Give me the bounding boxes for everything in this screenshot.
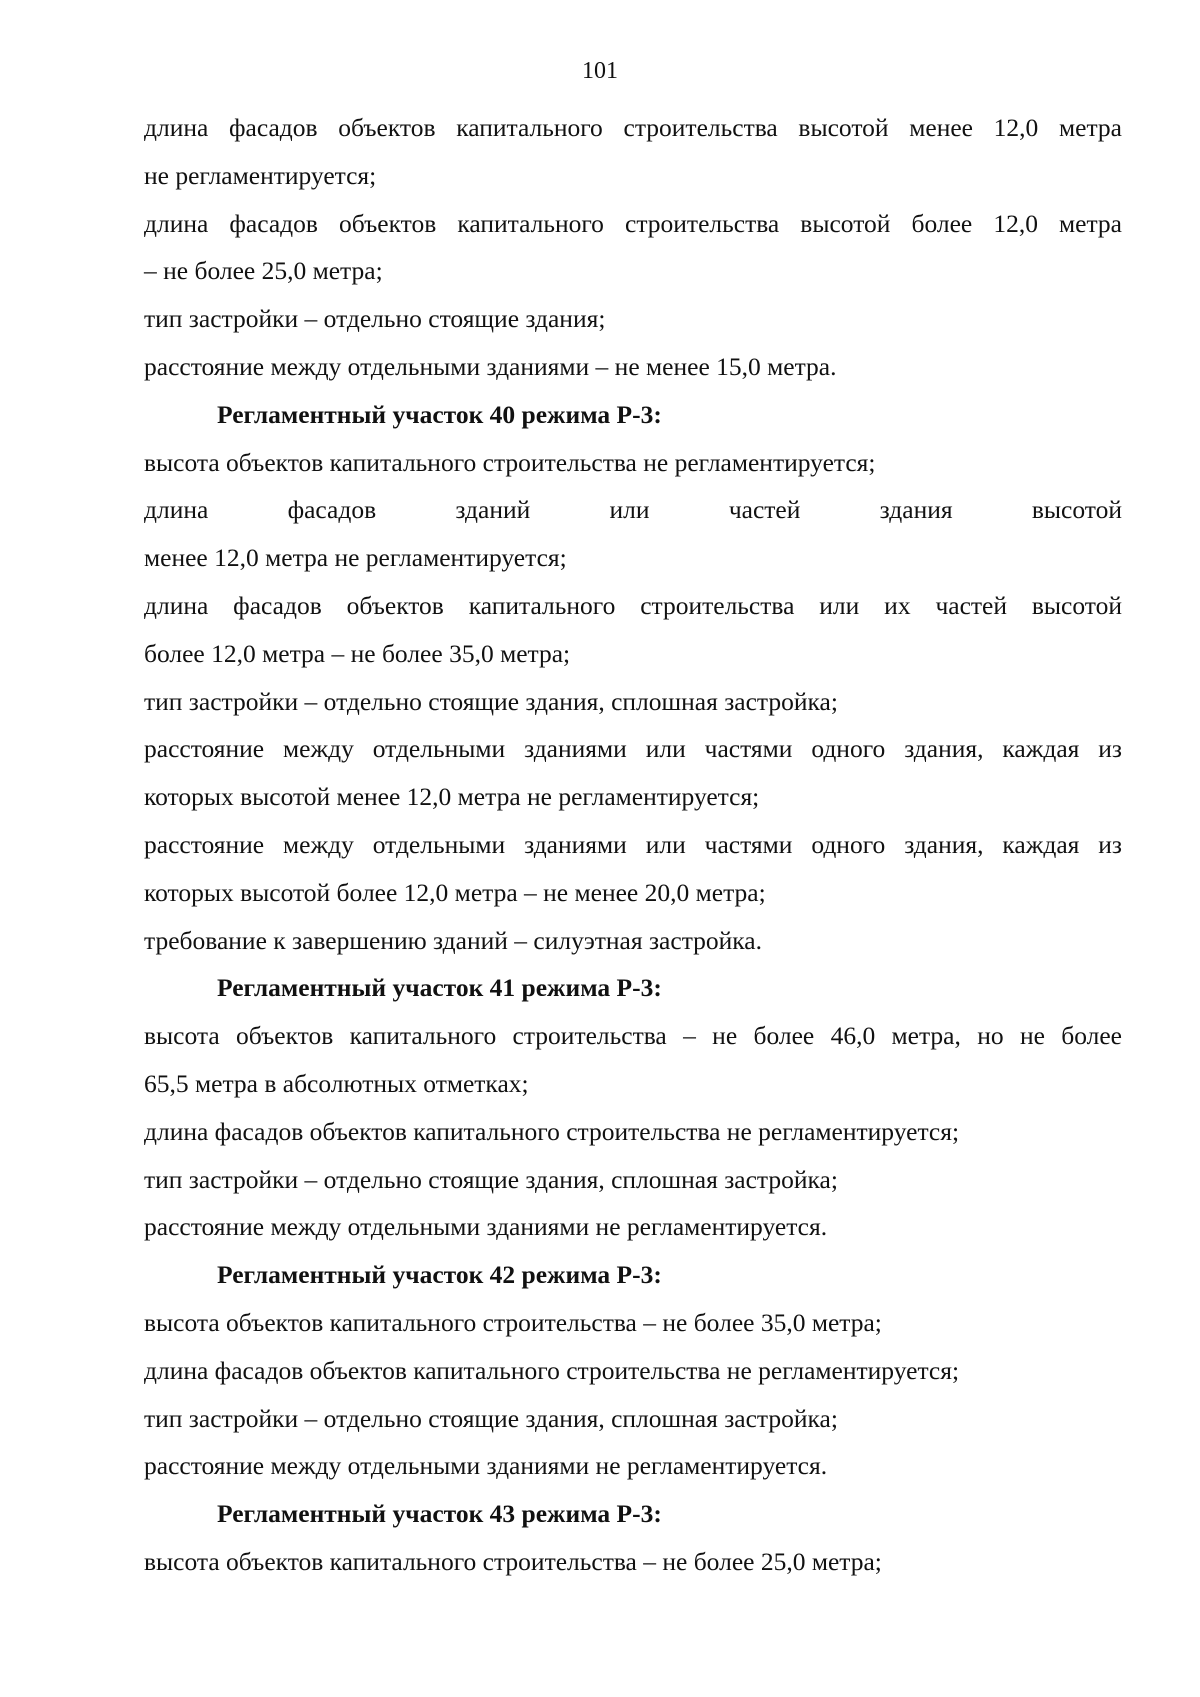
text-line: тип застройки – отдельно стоящие здания, сплошная застройка; [144, 1403, 838, 1433]
text-line: высота объектов капитального строительства – не более 35,0 метра; [144, 1307, 882, 1337]
text-line: менее 12,0 метра не регламентируется; [144, 543, 567, 573]
text-line: которых высотой более 12,0 метра – не менее 20,0 метра; [144, 877, 766, 907]
text-line: тип застройки – отдельно стоящие здания; [144, 304, 606, 334]
text-line: высота объектов капитального строительства – не более 46,0 метра, но не более [144, 1021, 1122, 1051]
text-line: тип застройки – отдельно стоящие здания, сплошная застройка; [144, 686, 838, 716]
text-line: 65,5 метра в абсолютных отметках; [144, 1068, 529, 1098]
text-line: расстояние между отдельными зданиями или частями одного здания, каждая из [144, 734, 1122, 764]
text-line: более 12,0 метра – не более 35,0 метра; [144, 638, 571, 668]
text-line: не регламентируется; [144, 160, 377, 190]
text-line: длина фасадов объектов капитального строительства не регламентируется; [144, 1355, 960, 1385]
text-line: высота объектов капитального строительства не регламентируется; [144, 447, 876, 477]
text-line: длина фасадов зданий или частей здания высотой [144, 495, 1122, 525]
section-heading: Регламентный участок 40 режима Р-3: [217, 399, 662, 429]
document-body [144, 104, 1122, 1586]
text-line: – не более 25,0 метра; [144, 256, 383, 286]
text-line: требование к завершению зданий – силуэтная застройка. [144, 925, 762, 955]
text-line: длина фасадов объектов капитального строительства не регламентируется; [144, 1116, 960, 1146]
text-line: которых высотой менее 12,0 метра не регламентируется; [144, 782, 760, 812]
text-line: расстояние между отдельными зданиями не регламентируется. [144, 1212, 828, 1242]
text-line: длина фасадов объектов капитального строительства высотой более 12,0 метра [144, 208, 1122, 238]
text-line: расстояние между отдельными зданиями или частями одного здания, каждая из [144, 829, 1122, 859]
text-line: тип застройки – отдельно стоящие здания, сплошная застройка; [144, 1164, 838, 1194]
page-number: 101 [582, 58, 618, 84]
section-heading: Регламентный участок 43 режима Р-3: [217, 1499, 662, 1529]
text-line: длина фасадов объектов капитального строительства или их частей высотой [144, 590, 1122, 620]
text-line: расстояние между отдельными зданиями не регламентируется. [144, 1451, 828, 1481]
section-heading: Регламентный участок 42 режима Р-3: [217, 1260, 662, 1290]
text-line: высота объектов капитального строительства – не более 25,0 метра; [144, 1546, 882, 1576]
section-heading: Регламентный участок 41 режима Р-3: [217, 973, 662, 1003]
text-line: длина фасадов объектов капитального строительства высотой менее 12,0 метра [144, 113, 1122, 142]
text-line: расстояние между отдельными зданиями – не менее 15,0 метра. [144, 351, 837, 381]
